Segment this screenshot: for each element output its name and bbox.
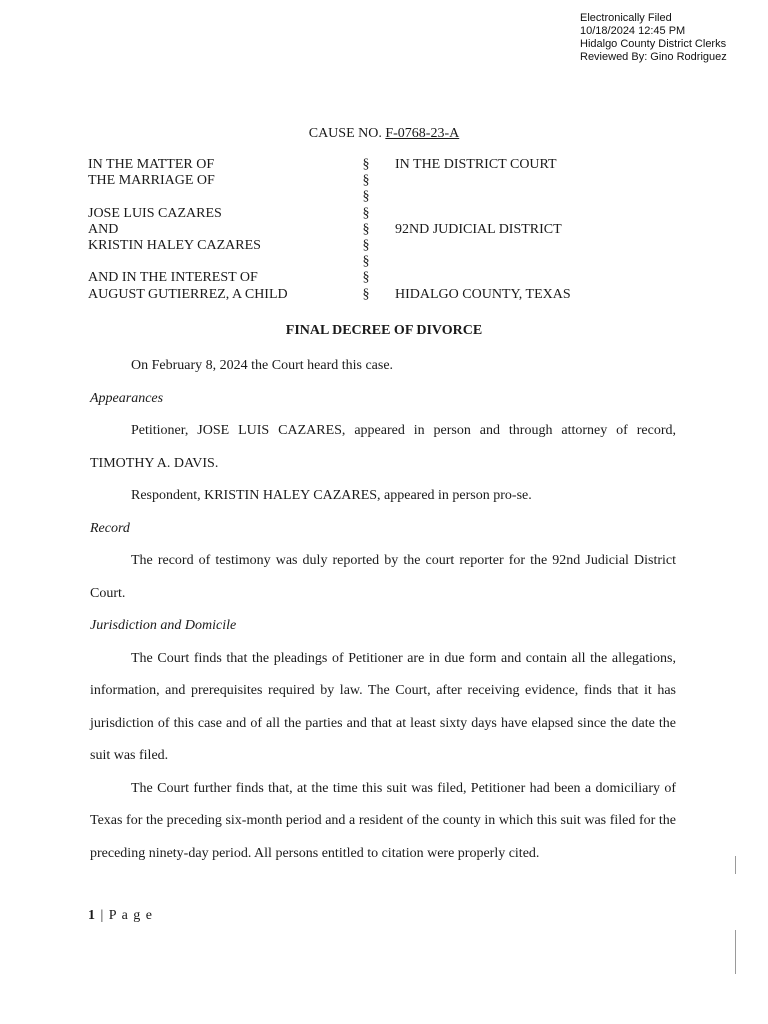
caption-line: AND — [88, 221, 119, 237]
record-heading: Record — [90, 520, 130, 536]
respondent-appearance: Respondent, KRISTIN HALEY CAZARES, appeared in person pro-se. — [131, 488, 532, 503]
filing-datetime: 10/18/2024 12:45 PM — [580, 25, 686, 37]
scan-artifact-mark — [735, 930, 736, 974]
appearances-heading: Appearances — [90, 390, 164, 406]
decree-body — [90, 350, 676, 870]
judicial-district: 92ND JUDICIAL DISTRICT — [395, 221, 562, 237]
petitioner-appearance: Petitioner, JOSE LUIS CAZARES, appeared in person and through attorney of record, — [131, 423, 676, 438]
section-symbol: § — [362, 270, 370, 286]
section-symbol: § — [362, 286, 370, 302]
section-symbol: § — [362, 173, 370, 189]
section-symbol-column — [359, 157, 373, 303]
section-symbol: § — [362, 205, 370, 221]
page-footer — [88, 908, 153, 924]
page-number: 1 — [88, 908, 96, 923]
filing-status: Electronically Filed — [580, 12, 672, 24]
petitioner-attorney: TIMOTHY A. DAVIS. — [90, 455, 219, 471]
section-symbol: § — [362, 237, 370, 253]
cause-number — [0, 126, 768, 142]
section-symbol: § — [362, 254, 370, 270]
caption-petitioner: JOSE LUIS CAZARES — [88, 205, 222, 221]
filing-stamp — [580, 12, 727, 64]
jurisdiction-heading: Jurisdiction and Domicile — [90, 618, 237, 633]
intro-paragraph: On February 8, 2024 the Court heard this case. — [131, 358, 394, 373]
jurisdiction-paragraph: The Court finds that the pleadings of Petitioner are in due form and contain all the allegations, information, and prerequisites required by law. The Court, after receiving evidence, finds that it has jurisdiction of this case and of all the parties and that at least sixty days have elapsed since the date the suit was filed. — [90, 650, 676, 763]
caption-parties — [88, 157, 288, 303]
caption-court — [395, 157, 571, 303]
scan-artifact-mark — [735, 856, 736, 874]
record-paragraph: The record of testimony was duly reported by the court reporter for the 92nd Judicial District Court. — [90, 553, 676, 601]
section-symbol: § — [362, 157, 370, 172]
page-label: | P a g e — [96, 908, 153, 923]
cause-number-value: F-0768-23-A — [385, 126, 460, 141]
filing-clerk-office: Hidalgo County District Clerks — [580, 38, 727, 50]
domicile-paragraph: The Court further finds that, at the time this suit was filed, Petitioner had been a domiciliary of Texas for the preceding six-month period and a resident of the county in which this suit was filed for the preceding ninety-day period. All persons entitled to citation were properly cited. — [90, 780, 676, 861]
caption-line: IN THE MATTER OF — [88, 157, 215, 172]
court-name: IN THE DISTRICT COURT — [395, 157, 557, 172]
caption-line: THE MARRIAGE OF — [88, 173, 215, 189]
section-symbol: § — [362, 189, 370, 205]
caption-respondent: KRISTIN HALEY CAZARES — [88, 237, 261, 253]
caption-child: AUGUST GUTIERREZ, A CHILD — [88, 286, 288, 302]
county: HIDALGO COUNTY, TEXAS — [395, 286, 571, 302]
document-title: FINAL DECREE OF DIVORCE — [285, 323, 483, 338]
filing-reviewer: Reviewed By: Gino Rodriguez — [580, 51, 727, 63]
section-symbol: § — [362, 221, 370, 237]
caption-line: AND IN THE INTEREST OF — [88, 270, 258, 286]
cause-prefix: CAUSE NO. — [308, 126, 386, 141]
